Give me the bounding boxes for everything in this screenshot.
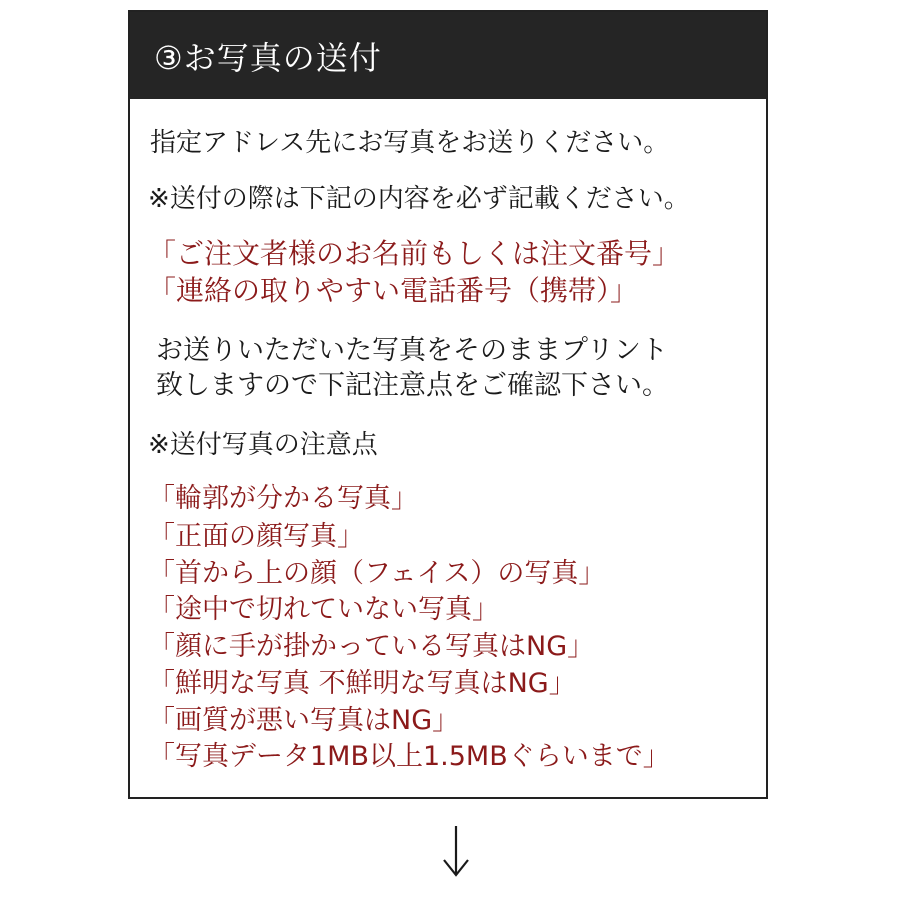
intro-line-2: ※送付の際は下記の内容を必ず記載ください。 bbox=[148, 184, 690, 214]
caution-item: 「顔に手が掛かっている写真はNG」 bbox=[148, 631, 595, 662]
print-note-line-2: 致しますので下記注意点をご確認下さい。 bbox=[156, 370, 669, 401]
card-title: ③お写真の送付 bbox=[154, 38, 382, 77]
print-note-line-1: お送りいただいた写真をそのままプリント bbox=[156, 335, 668, 366]
caution-item: 「首から上の顔（フェイス）の写真」 bbox=[148, 558, 606, 589]
down-arrow-icon bbox=[436, 822, 476, 882]
photo-submission-card bbox=[128, 10, 768, 799]
caution-heading: ※送付写真の注意点 bbox=[148, 430, 378, 460]
required-item-1: 「ご注文者様のお名前もしくは注文番号」 bbox=[148, 237, 681, 270]
caution-item: 「正面の顔写真」 bbox=[148, 521, 364, 552]
caution-item: 「画質が悪い写真はNG」 bbox=[148, 705, 460, 736]
intro-line-1: 指定アドレス先にお写真をお送りください。 bbox=[150, 128, 670, 158]
caution-item: 「鮮明な写真 不鮮明な写真はNG」 bbox=[148, 668, 576, 699]
caution-item: 「途中で切れていない写真」 bbox=[148, 594, 499, 625]
caution-item: 「輪郭が分かる写真」 bbox=[148, 483, 418, 514]
caution-item: 「写真データ1MB以上1.5MBぐらいまで」 bbox=[148, 741, 670, 772]
card-header bbox=[130, 12, 766, 99]
required-item-2: 「連絡の取りやすい電話番号（携帯）」 bbox=[148, 274, 639, 307]
